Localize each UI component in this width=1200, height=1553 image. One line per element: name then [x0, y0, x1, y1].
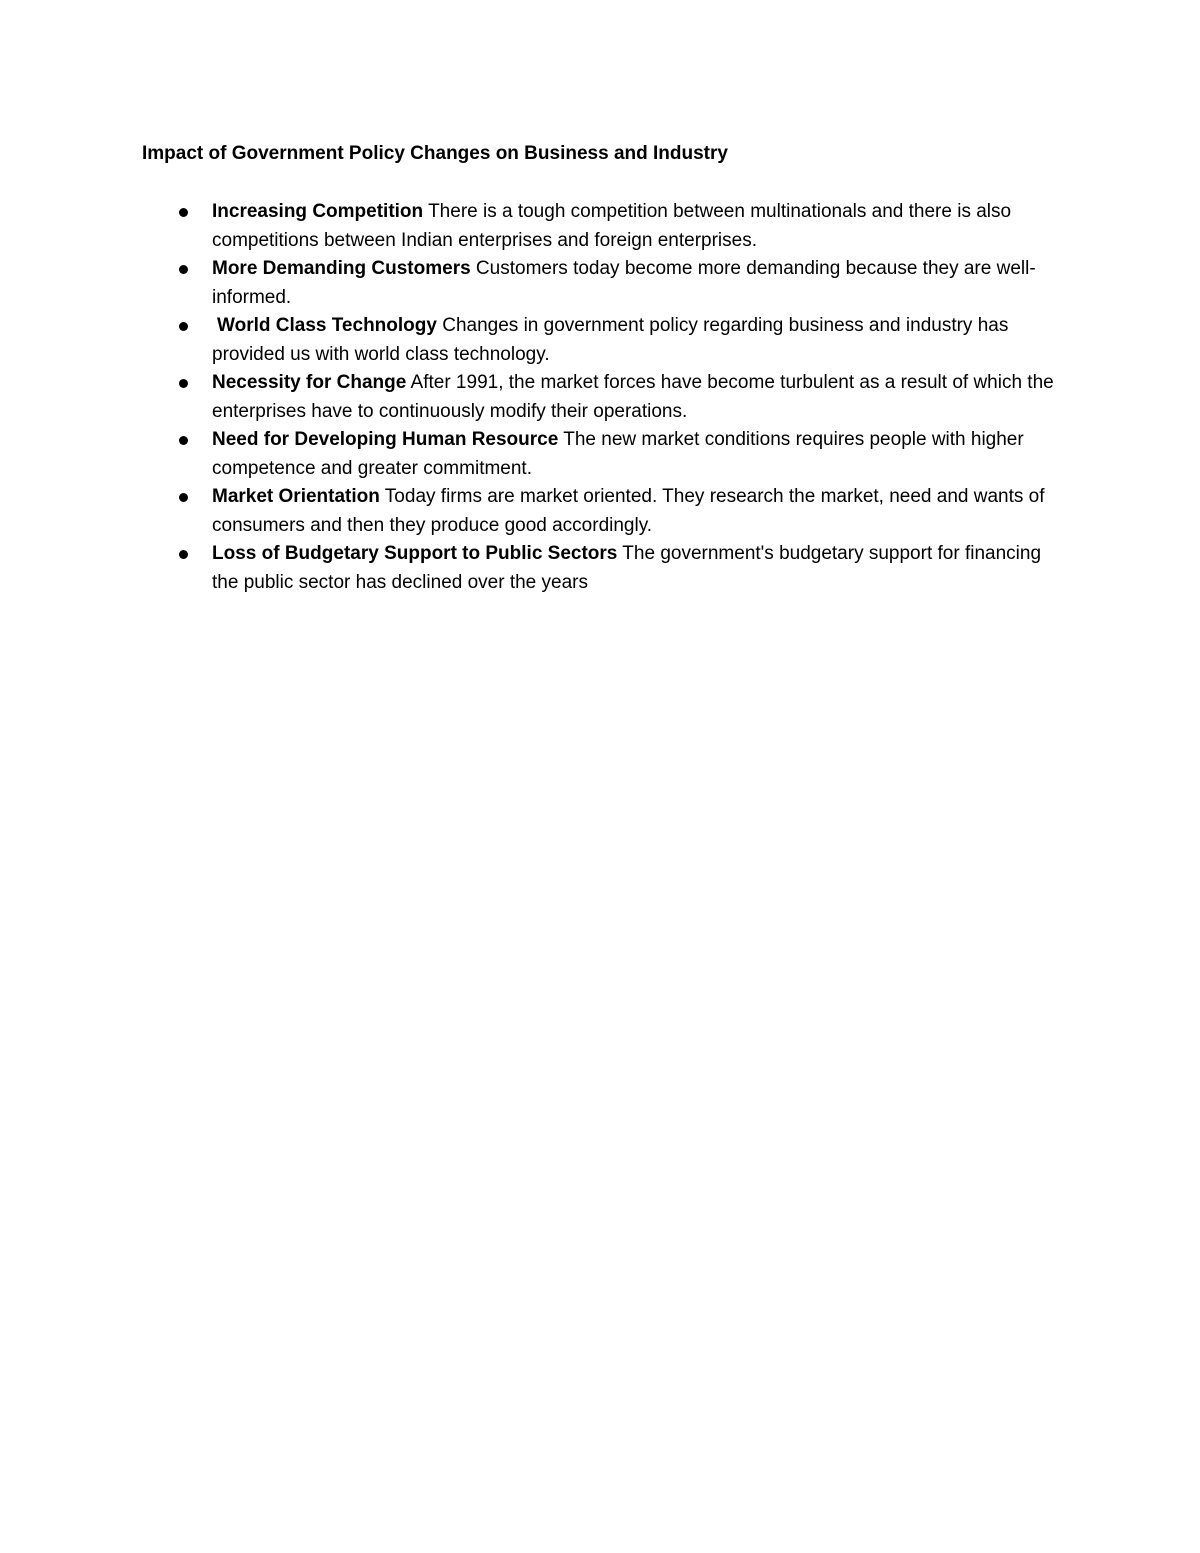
item-text: The new market conditions requires people with higher competence and greater commitment. [212, 429, 1024, 479]
bullet-icon [179, 322, 188, 331]
list-item [142, 540, 1072, 597]
item-text: The government's budgetary support for financing the public sector has declined over the years [212, 543, 1042, 593]
impact-list [142, 198, 1072, 597]
item-heading: Need for Developing Human Resource [212, 429, 559, 450]
item-heading: Necessity for Change [212, 372, 407, 393]
bullet-icon [179, 493, 188, 502]
bullet-icon [179, 550, 188, 559]
bullet-icon [179, 208, 188, 217]
item-heading: Increasing Competition [212, 201, 424, 222]
list-item [142, 312, 1072, 369]
list-item [142, 255, 1072, 312]
item-text: After 1991, the market forces have become turbulent as a result of which the enterprises have to continuously modify their operations. [212, 372, 1054, 422]
document-title: Impact of Government Policy Changes on Business and Industry [142, 143, 728, 164]
item-text: Customers today become more demanding because they are well-informed. [212, 258, 1036, 308]
item-heading: World Class Technology [217, 315, 437, 336]
item-heading: More Demanding Customers [212, 258, 471, 279]
list-item [142, 426, 1072, 483]
item-heading: Loss of Budgetary Support to Public Sectors [212, 543, 618, 564]
item-heading: Market Orientation [212, 486, 380, 507]
bullet-icon [179, 379, 188, 388]
list-item [142, 198, 1072, 255]
bullet-icon [179, 265, 188, 274]
item-text: Changes in government policy regarding business and industry has provided us with world class technology. [212, 315, 1009, 365]
list-item [142, 369, 1072, 426]
bullet-icon [179, 436, 188, 445]
list-item [142, 483, 1072, 540]
item-text: There is a tough competition between multinationals and there is also competitions between Indian enterprises and foreign enterprises. [212, 201, 1012, 251]
item-text: Today firms are market oriented. They research the market, need and wants of consumers and then they produce good accordingly. [212, 486, 1045, 536]
